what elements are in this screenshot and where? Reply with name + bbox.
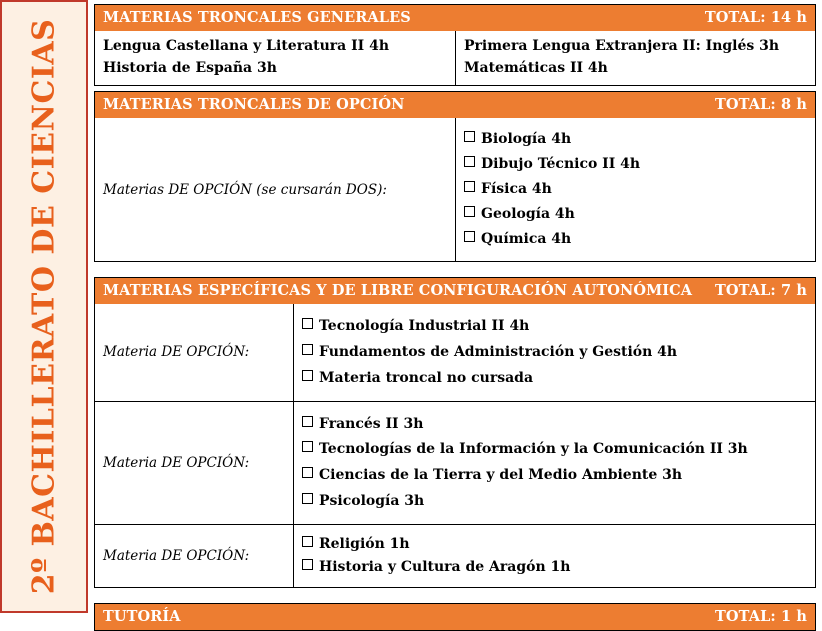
option-label: Materias DE OPCIÓN (se cursarán DOS): — [103, 181, 387, 198]
section-title: MATERIAS ESPECÍFICAS Y DE LIBRE CONFIGURACIÓN AUTONÓMICA — [103, 281, 693, 299]
option-row[interactable] — [302, 369, 807, 388]
subject-item: Primera Lengua Extranjera II: Inglés 3h — [464, 38, 780, 54]
option-row[interactable] — [302, 415, 807, 434]
option-row[interactable] — [302, 492, 807, 511]
especificas-group — [95, 401, 815, 525]
option-label: Materia troncal no cursada — [319, 369, 534, 386]
option-label: Religión 1h — [319, 536, 410, 553]
option-label: Física 4h — [481, 181, 552, 198]
section-total: TOTAL: 14 h — [704, 9, 807, 26]
checkbox-icon[interactable] — [302, 416, 313, 427]
option-label: Tecnología Industrial II 4h — [319, 317, 530, 334]
checkbox-icon[interactable] — [302, 441, 313, 452]
option-label: Historia y Cultura de Aragón 1h — [319, 558, 571, 575]
subject-item: Matemáticas II 4h — [464, 59, 608, 76]
option-label: Dibujo Técnico II 4h — [481, 156, 641, 173]
checkbox-icon[interactable] — [302, 467, 313, 478]
section-total: TOTAL: 7 h — [715, 281, 807, 299]
section-tutoria — [94, 603, 816, 631]
section-title: TUTORÍA — [103, 607, 181, 625]
section-total: TOTAL: 8 h — [715, 96, 807, 114]
checkbox-icon[interactable] — [302, 559, 313, 570]
option-row[interactable] — [464, 205, 807, 224]
checkbox-icon[interactable] — [464, 206, 475, 217]
option-label: Materia DE OPCIÓN: — [103, 547, 250, 564]
option-row[interactable] — [464, 130, 807, 149]
option-label-cell — [95, 524, 293, 587]
option-row[interactable] — [464, 180, 807, 199]
option-label: Francés II 3h — [319, 415, 424, 432]
section-header-bar — [95, 92, 815, 118]
section-header-bar — [95, 5, 815, 31]
checkbox-icon[interactable] — [302, 370, 313, 381]
checkbox-icon[interactable] — [302, 493, 313, 504]
option-label: Biología 4h — [481, 131, 572, 148]
option-row[interactable] — [302, 466, 807, 485]
option-choices-cell — [293, 304, 815, 401]
option-row[interactable] — [464, 230, 807, 249]
option-label: Fundamentos de Administración y Gestión 4h — [319, 343, 678, 360]
subject-item: Lengua Castellana y Literatura II 4h — [103, 38, 389, 54]
page-title: 2º BACHILLERATO DE CIENCIAS — [26, 18, 62, 595]
troncales-opcion-body — [95, 118, 815, 260]
option-row[interactable] — [302, 558, 807, 577]
generales-left-column — [95, 31, 455, 85]
option-label: Materia DE OPCIÓN: — [103, 454, 250, 471]
checkbox-icon[interactable] — [302, 536, 313, 547]
checkbox-icon[interactable] — [302, 318, 313, 329]
option-label: Materia DE OPCIÓN: — [103, 344, 250, 361]
especificas-group — [95, 304, 815, 401]
option-label: Tecnologías de la Información y la Comunicación II 3h — [319, 441, 748, 458]
option-choices-cell — [455, 118, 815, 260]
option-label: Geología 4h — [481, 206, 575, 223]
sections-column — [88, 0, 822, 625]
section-title: MATERIAS TRONCALES GENERALES — [103, 9, 411, 26]
checkbox-icon[interactable] — [464, 181, 475, 192]
generales-body — [95, 31, 815, 85]
subject-item: Historia de España 3h — [103, 59, 277, 76]
section-header-bar — [95, 604, 815, 630]
checkbox-icon[interactable] — [464, 156, 475, 167]
option-label: Química 4h — [481, 230, 572, 247]
generales-right-column — [455, 31, 815, 85]
option-row[interactable] — [464, 155, 807, 174]
option-label-cell — [95, 118, 455, 260]
checkbox-icon[interactable] — [464, 131, 475, 142]
option-label: Psicología 3h — [319, 493, 425, 510]
option-label-cell — [95, 401, 293, 525]
section-total: TOTAL: 1 h — [715, 607, 807, 625]
option-row[interactable] — [302, 343, 807, 362]
section-troncales-de-opcion — [94, 91, 816, 261]
option-row[interactable] — [302, 535, 807, 554]
option-label: Ciencias de la Tierra y del Medio Ambiente 3h — [319, 467, 683, 484]
especificas-group — [95, 524, 815, 587]
option-row[interactable] — [302, 440, 807, 459]
section-gap — [94, 267, 816, 277]
section-troncales-generales — [94, 4, 816, 86]
checkbox-icon[interactable] — [464, 231, 475, 242]
section-title: MATERIAS TRONCALES DE OPCIÓN — [103, 96, 405, 114]
option-row[interactable] — [302, 317, 807, 336]
option-label-cell — [95, 304, 293, 401]
option-choices-cell — [293, 524, 815, 587]
option-choices-cell — [293, 401, 815, 525]
vertical-title-bar — [0, 0, 88, 613]
section-gap — [94, 593, 816, 603]
checkbox-icon[interactable] — [302, 344, 313, 355]
section-especificas — [94, 277, 816, 588]
section-header-bar — [95, 278, 815, 304]
